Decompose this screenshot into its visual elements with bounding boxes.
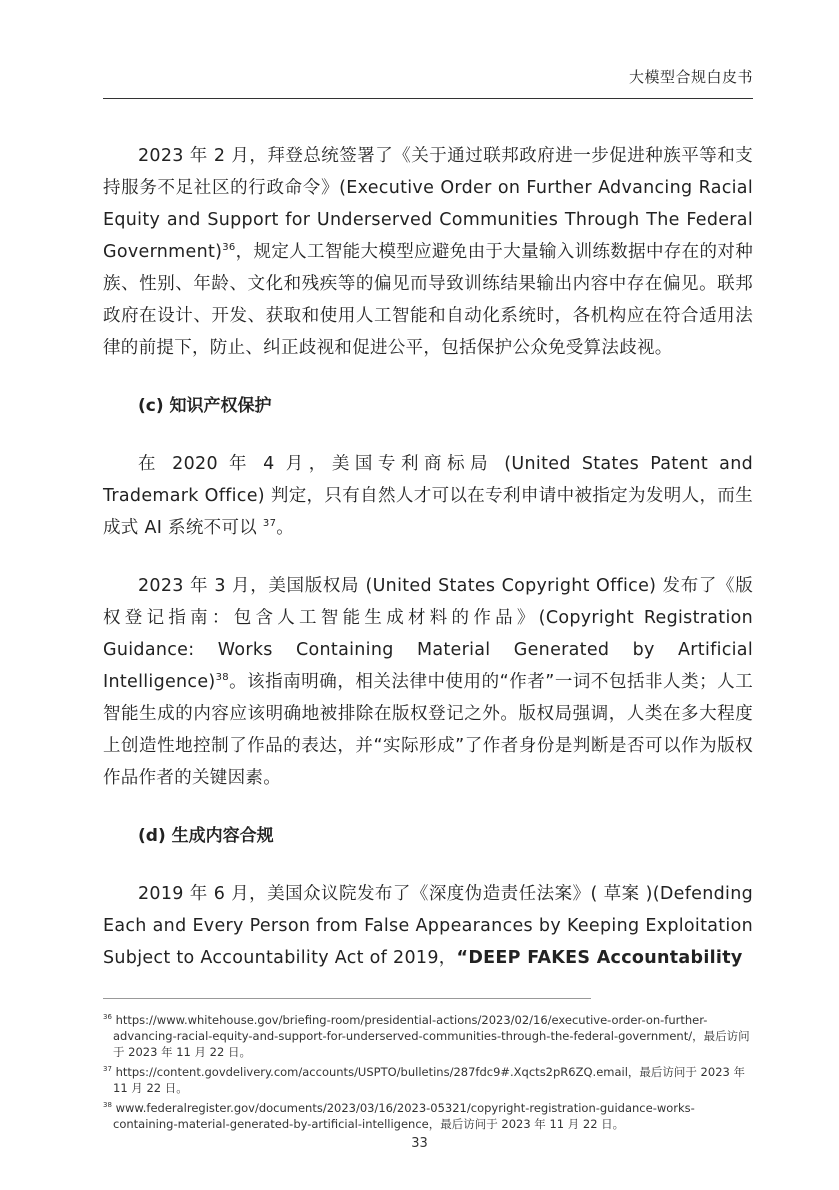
footnote-text[interactable]: https://content.govdelivery.com/accounts/USPTO/bulletins/287fdc9#.Xqcts2pR6ZQ.email，最后访问于 2023 年 11 月 22 日。	[113, 1065, 745, 1095]
bold-act-title: “DEEP FAKES Accountability	[456, 948, 743, 968]
footnote-number: 38	[103, 1101, 112, 1110]
footnotes	[103, 1012, 755, 1136]
paragraph-text: 在 2020 年 4 月，美国专利商标局 (United States Patent and Trademark Office) 判定，只有自然人才可以在专利申请中被指定为发明人，而生成式 AI 系统不可以	[103, 454, 753, 538]
footnote-ref-37[interactable]: 37	[262, 518, 277, 530]
footnote-text[interactable]: www.federalregister.gov/documents/2023/03/16/2023-05321/copyright-registration-guidance-works-containing-material-generated-by-artificial-intelligence，最后访问于 2023 年 11 月 22 日。	[113, 1101, 695, 1131]
footnote-number: 36	[103, 1013, 112, 1022]
section-heading-content: (d) 生成内容合规	[138, 826, 274, 846]
paragraph-text: 。该指南明确，相关法律中使用的“作者”一词不包括非人类；人工智能生成的内容应该明确地被排除在版权登记之外。版权局强调，人类在多大程度上创造性地控制了作品的表达，并“实际形成”了作者身份是判断是否可以作为版权作品作者的关键因素。	[103, 672, 753, 788]
footnote-38	[103, 1100, 755, 1132]
footnote-divider	[103, 998, 591, 999]
paragraph-text: 。	[276, 518, 295, 538]
footnote-ref-36[interactable]: 36	[222, 242, 236, 254]
footnote-37	[103, 1064, 755, 1096]
paragraph-deepfakes	[103, 878, 753, 974]
paragraph-text: 2019 年 6 月，美国众议院发布了《深度伪造责任法案》( 草案 )(Defending Each and Every Person from False Appearances by Keeping Exploitation Subject to Accountability Act of 2019，	[103, 884, 753, 968]
main-content	[103, 140, 753, 974]
footnote-number: 37	[103, 1065, 112, 1074]
running-header-title: 大模型合规白皮书	[628, 68, 753, 86]
paragraph-copyright-office	[103, 570, 753, 794]
section-heading-ip: (c) 知识产权保护	[138, 396, 272, 416]
paragraph-executive-order	[103, 140, 753, 364]
footnote-ref-38[interactable]: 38	[215, 672, 229, 684]
footnote-36	[103, 1012, 755, 1060]
paragraph-text: 2023 年 3 月，美国版权局 (United States Copyright Office) 发布了《版权登记指南：包含人工智能生成材料的作品》(Copyright Registration Guidance: Works Containing Material Generated by Artificial Intelligence)	[103, 576, 753, 692]
header-divider	[103, 98, 753, 99]
paragraph-patent-office	[103, 448, 753, 544]
paragraph-text: ，规定人工智能大模型应避免由于大量输入训练数据中存在的对种族、性别、年龄、文化和残疾等的偏见而导致训练结果输出内容中存在偏见。联邦政府在设计、开发、获取和使用人工智能和自动化系统时，各机构应在符合适用法律的前提下，防止、纠正歧视和促进公平，包括保护公众免受算法歧视。	[103, 242, 753, 358]
paragraph-text: 2023 年 2 月，拜登总统签署了《关于通过联邦政府进一步促进种族平等和支持服务不足社区的行政命令》(Executive Order on Further Advancing Racial Equity and Support for Underserved Communities Through The Federal Government)	[103, 146, 753, 262]
footnote-text[interactable]: https://www.whitehouse.gov/briefing-room/presidential-actions/2023/02/16/executive-order-on-further-advancing-racial-equity-and-support-for-underserved-communities-through-the-federal-government/，最后访问于 2023 年 11 月 22 日。	[113, 1013, 750, 1059]
page-number: 33	[411, 1136, 428, 1151]
